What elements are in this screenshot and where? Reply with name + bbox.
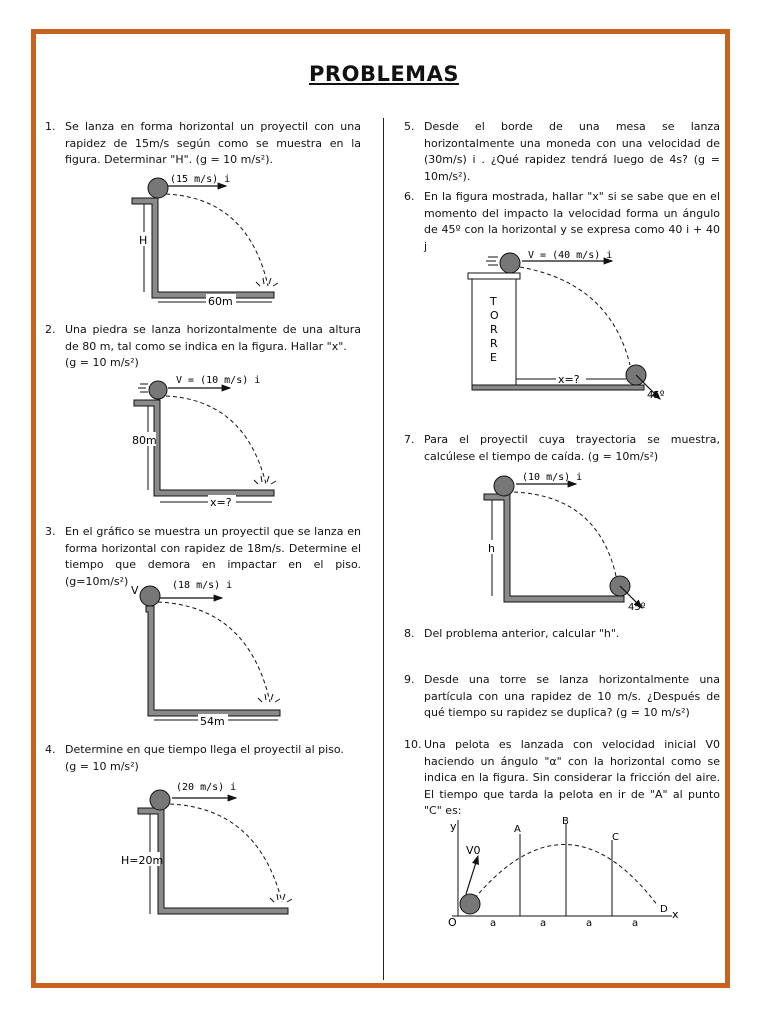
axis-x-label: x — [672, 908, 679, 921]
tower-letter: R — [490, 337, 498, 350]
problem-text: Del problema anterior, calcular "h". — [424, 627, 620, 640]
v0-label: V0 — [466, 844, 481, 857]
tower-letter: R — [490, 323, 498, 336]
v-label: V — [131, 584, 139, 597]
segment-label: a — [490, 918, 497, 929]
point-c: C — [612, 832, 619, 843]
angle-label: 45º — [647, 390, 665, 401]
problem-1 — [45, 119, 361, 169]
figure-4 — [118, 776, 298, 926]
segment-label: a — [540, 918, 547, 929]
problem-text: Una piedra se lanza horizontalmente de una altura de 80 m, tal como se indica en la figura. Hallar "x". — [65, 323, 361, 353]
problem-text: Determine en que tiempo llega el proyectil al piso. — [65, 743, 344, 756]
problem-text: Para el proyectil cuya trayectoria se muestra, calcúlese el tiempo de caída. (g = 10m/s²) — [424, 433, 720, 463]
axis-y-label: y — [450, 820, 457, 833]
problem-number: 2. — [45, 323, 56, 336]
distance-label: 54m — [200, 715, 225, 728]
problem-number: 8. — [404, 627, 415, 640]
figure-3 — [128, 578, 298, 728]
problem-4 — [45, 742, 361, 775]
problem-text: Desde el borde de una mesa se lanza horizontalmente una moneda con una velocidad de (30m/s) i . ¿Qué rapidez tendrá luego de 4s? (g = 10m/s²). — [424, 120, 720, 183]
velocity-label: (20 m/s) i — [176, 782, 237, 793]
problem-number: 9. — [404, 673, 415, 686]
height-label: h — [488, 542, 495, 555]
distance-label: 60m — [208, 295, 233, 308]
height-label: H=20m — [121, 854, 164, 867]
problem-number: 7. — [404, 433, 415, 446]
segment-label: a — [632, 918, 639, 929]
column-divider — [383, 118, 384, 980]
segment-label: a — [586, 918, 593, 929]
problem-number: 3. — [45, 525, 56, 538]
problem-2 — [45, 322, 361, 372]
height-label: 80m — [132, 434, 157, 447]
gravity-note: (g = 10 m/s²) — [65, 356, 139, 369]
tower-letter: O — [490, 309, 499, 322]
problem-number: 6. — [404, 190, 415, 203]
problem-text: En la figura mostrada, hallar "x" si se sabe que en el momento del impacto la velocidad forma un ángulo de 45º con la horizontal y se expresa como 40 i + 40 j — [424, 190, 720, 253]
figure-1 — [128, 168, 288, 308]
distance-label: x=? — [210, 496, 232, 509]
velocity-label: (15 m/s) i — [170, 174, 231, 185]
origin-label: O — [448, 916, 457, 929]
problem-number: 5. — [404, 120, 415, 133]
velocity-label: (18 m/s) i — [172, 580, 233, 591]
tower-letter: E — [490, 351, 497, 364]
point-d: D — [660, 904, 668, 915]
figure-10 — [444, 814, 684, 934]
problem-text: Una pelota es lanzada con velocidad inicial V0 haciendo un ángulo "α" con la horizontal como se indica en la figura. Sin considerar la fricción del aire. El tiempo que tarda la pelota en ir de "A" al punto "C" es: — [424, 738, 720, 817]
problem-number: 1. — [45, 120, 56, 133]
page-title: PROBLEMAS — [309, 62, 459, 86]
figure-2 — [130, 370, 290, 510]
velocity-label: V = (10 m/s) i — [176, 375, 261, 386]
figure-6 — [460, 243, 670, 403]
gravity-note: (g = 10 m/s²) — [65, 759, 139, 773]
height-label: H — [139, 234, 148, 247]
problem-10 — [404, 737, 720, 820]
velocity-label: (10 m/s) i — [522, 472, 583, 483]
problem-text: Se lanza en forma horizontal un proyectil con una rapidez de 15m/s según como se muestra en la figura. Determinar "H". (g = 10 m/s²). — [65, 120, 361, 166]
tower-letter: T — [490, 295, 497, 308]
problem-text: Desde una torre se lanza horizontalmente una partícula con una rapidez de 10 m/s. ¿Después de qué tiempo su rapidez se duplica? (g = 10 m/s²) — [424, 673, 720, 719]
figure-7 — [480, 466, 680, 616]
problem-5 — [404, 119, 720, 185]
problem-number: 10. — [404, 738, 422, 751]
problem-8 — [404, 626, 720, 643]
point-a: A — [514, 824, 521, 835]
velocity-label: V = (40 m/s) i — [528, 250, 613, 261]
problem-9 — [404, 672, 720, 722]
problem-number: 4. — [45, 743, 56, 756]
problem-7 — [404, 432, 720, 465]
angle-label: 45º — [628, 602, 646, 613]
distance-label: x=? — [558, 373, 580, 386]
problem-text: En el gráfico se muestra un proyectil que se lanza en forma horizontal con rapidez de 18m/s. Determine el tiempo que demora en impactar en el piso. (g=10m/s²) — [65, 525, 361, 588]
point-b: B — [562, 816, 569, 827]
